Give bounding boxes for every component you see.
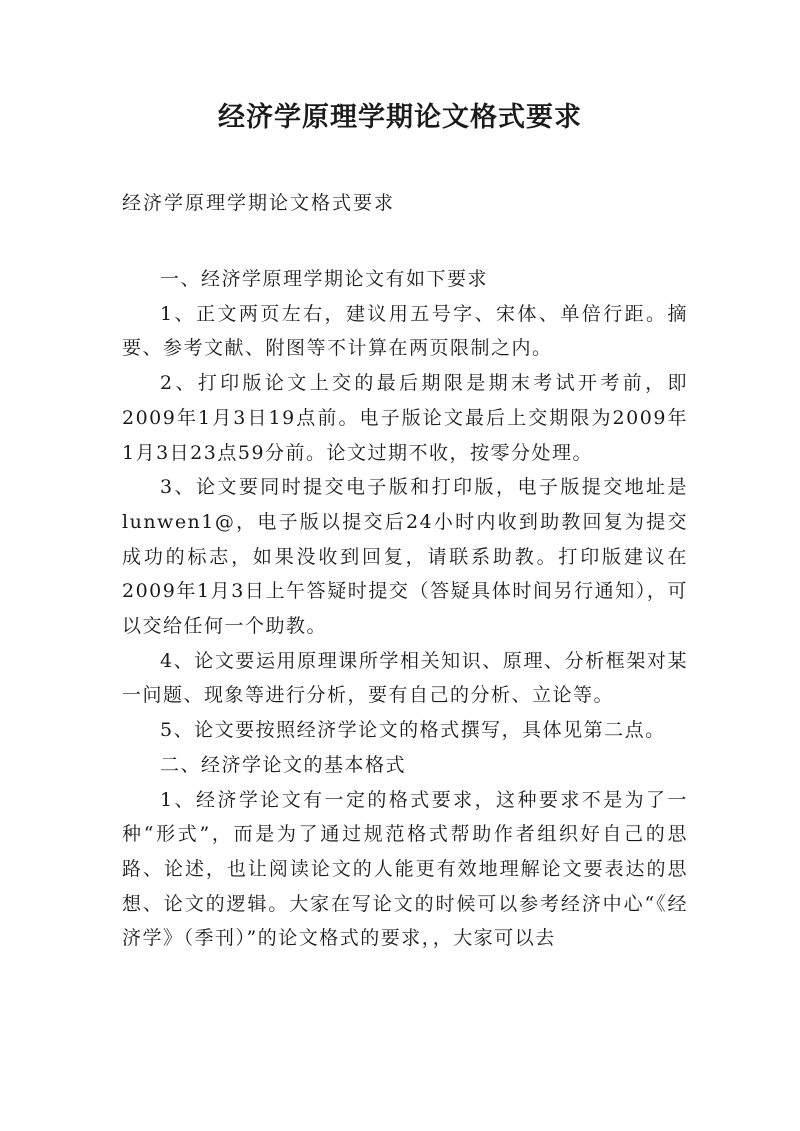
document-subtitle: 经济学原理学期论文格式要求 [122,192,396,214]
paragraph: 3、论文要同时提交电子版和打印版，电子版提交地址是lunwen1@，电子版以提交后24小时内收到助教回复为提交成功的标志，如果没收到回复，请联系助教。打印版建议在2009年1月3日上午答疑时提交（答疑具体时间另行通知），可以交给任何一个助教。 [122,476,688,638]
paragraph: 1、经济学论文有一定的格式要求，这种要求不是为了一种“形式”，而是为了通过规范格式帮助作者组织好自己的思路、论述，也让阅读论文的人能更有效地理解论文要表达的思想、论文的逻辑。大家在写论文的时候可以参考经济中心“《经济学》（季刊）”的论文格式的要求，，大家可以去 [122,788,688,950]
document-title: 经济学原理学期论文格式要求 [218,102,582,133]
paragraph: 4、论文要运用原理课所学相关知识、原理、分析框架对某一问题、现象等进行分析，要有自己的分析、立论等。 [122,649,688,707]
paragraph: 5、论文要按照经济学论文的格式撰写，具体见第二点。 [160,719,666,742]
paragraph: 1、正文两页左右，建议用五号字、宋体、单倍行距。摘要、参考文献、附图等不计算在两页限制之内。 [122,302,688,360]
document-body [122,262,688,956]
paragraph: 2、打印版论文上交的最后期限是期末考试开考前，即2009年1月3日19点前。电子版论文最后上交期限为2009年1月3日23点59分前。论文过期不收，按零分处理。 [122,372,688,464]
section-heading: 一、经济学原理学期论文有如下要求 [160,268,489,290]
section-heading: 二、经济学论文的基本格式 [160,753,407,776]
